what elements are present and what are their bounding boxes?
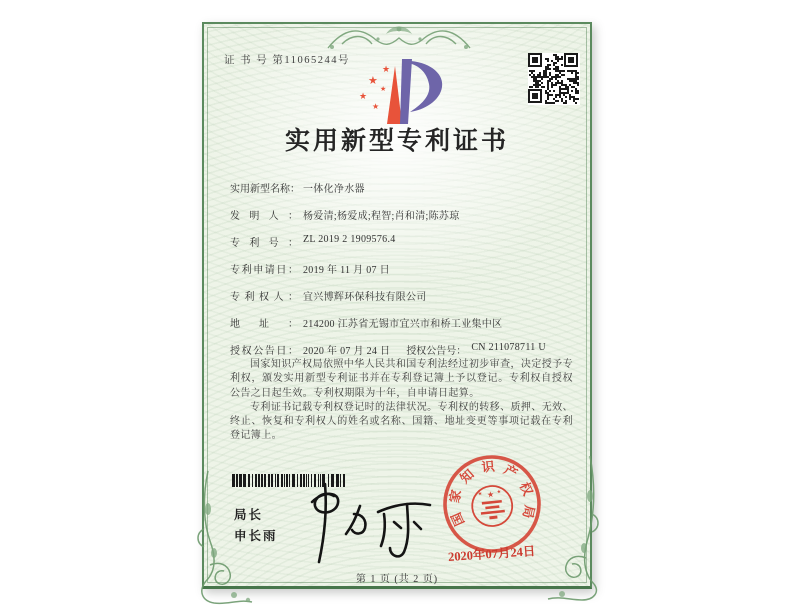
legal-paragraph-1: 国家知识产权局依照中华人民共和国专利法经过初步审查，决定授予专利权，颁发实用新型专利证书并在专利登记簿上予以登记。专利权自授权公告之日起生效。专利权期限为十年，自申请日起算。 — [230, 359, 573, 399]
svg-text:★: ★ — [477, 490, 483, 498]
field-value: 2020 年 07 月 24 日 — [303, 346, 391, 357]
field-row-patent-number — [230, 234, 578, 248]
cnipa-patent-logo-icon — [354, 56, 446, 130]
svg-text:知: 知 — [457, 466, 477, 487]
commissioner-name: 申长雨 — [234, 529, 278, 543]
certificate-title: 实用新型专利证书 — [284, 128, 509, 155]
grant-number-cell — [406, 342, 546, 357]
field-value: 宜兴博辉环保科技有限公司 — [303, 292, 427, 303]
field-row-filing-date — [230, 261, 578, 275]
svg-text:识: 识 — [480, 458, 496, 475]
official-seal-icon — [436, 452, 548, 570]
certificate-number: 证 书 号 第11065244号 — [224, 55, 350, 66]
commissioner-title: 局长 — [234, 508, 264, 522]
page-footer: 第 1 页 (共 2 页) — [355, 574, 439, 585]
national-emblem-icon — [470, 484, 514, 528]
field-value: 杨爱清;杨爱成;程智;肖和清;陈苏琼 — [303, 211, 460, 222]
qr-code — [528, 53, 580, 105]
seal-date: 2020年07月24日 — [447, 543, 536, 565]
field-label: 专利权人： — [230, 292, 298, 303]
legal-text — [230, 358, 573, 444]
field-row-grant — [230, 342, 578, 356]
field-value: CN 211078711 U — [471, 342, 546, 353]
svg-text:国: 国 — [448, 510, 468, 529]
field-label: 专利号： — [230, 238, 298, 249]
svg-text:★: ★ — [359, 92, 368, 102]
logo-p-shape — [400, 59, 442, 124]
field-row-inventors — [230, 207, 578, 221]
field-label: 授权公告日： — [230, 346, 298, 357]
field-label: 实用新型名称： — [230, 184, 300, 195]
svg-text:★: ★ — [382, 65, 391, 75]
field-label: 专利申请日： — [230, 265, 298, 276]
svg-text:局: 局 — [519, 503, 538, 520]
field-row-patentee — [230, 288, 578, 302]
field-value: 214200 江苏省无锡市宜兴市和桥工业集中区 — [303, 319, 503, 330]
signature-icon — [294, 476, 449, 574]
field-label: 地址： — [230, 319, 298, 330]
svg-text:家: 家 — [446, 488, 465, 505]
field-label: 授权公告号： — [406, 346, 467, 357]
field-value: 2019 年 11 月 07 日 — [303, 265, 390, 276]
field-row-utility-name — [230, 180, 578, 194]
field-label: 发明人： — [230, 211, 298, 222]
svg-text:★: ★ — [368, 74, 378, 87]
svg-text:★: ★ — [496, 488, 502, 496]
svg-text:★: ★ — [380, 85, 387, 93]
legal-paragraph-2: 专利证书记载专利权登记时的法律状况。专利权的转移、质押、无效、终止、恢复和专利权人的姓名或名称、国籍、地址变更等事项记载在专利登记簿上。 — [230, 401, 573, 442]
field-value: 一体化净水器 — [303, 184, 365, 195]
svg-text:★: ★ — [372, 102, 380, 111]
certificate-card — [202, 22, 592, 589]
svg-text:权: 权 — [516, 479, 536, 498]
field-row-address — [230, 315, 578, 329]
svg-text:产: 产 — [501, 461, 521, 482]
svg-text:★: ★ — [486, 489, 495, 500]
field-value: ZL 2019 2 1909576.4 — [303, 234, 396, 245]
field-list — [230, 180, 578, 369]
